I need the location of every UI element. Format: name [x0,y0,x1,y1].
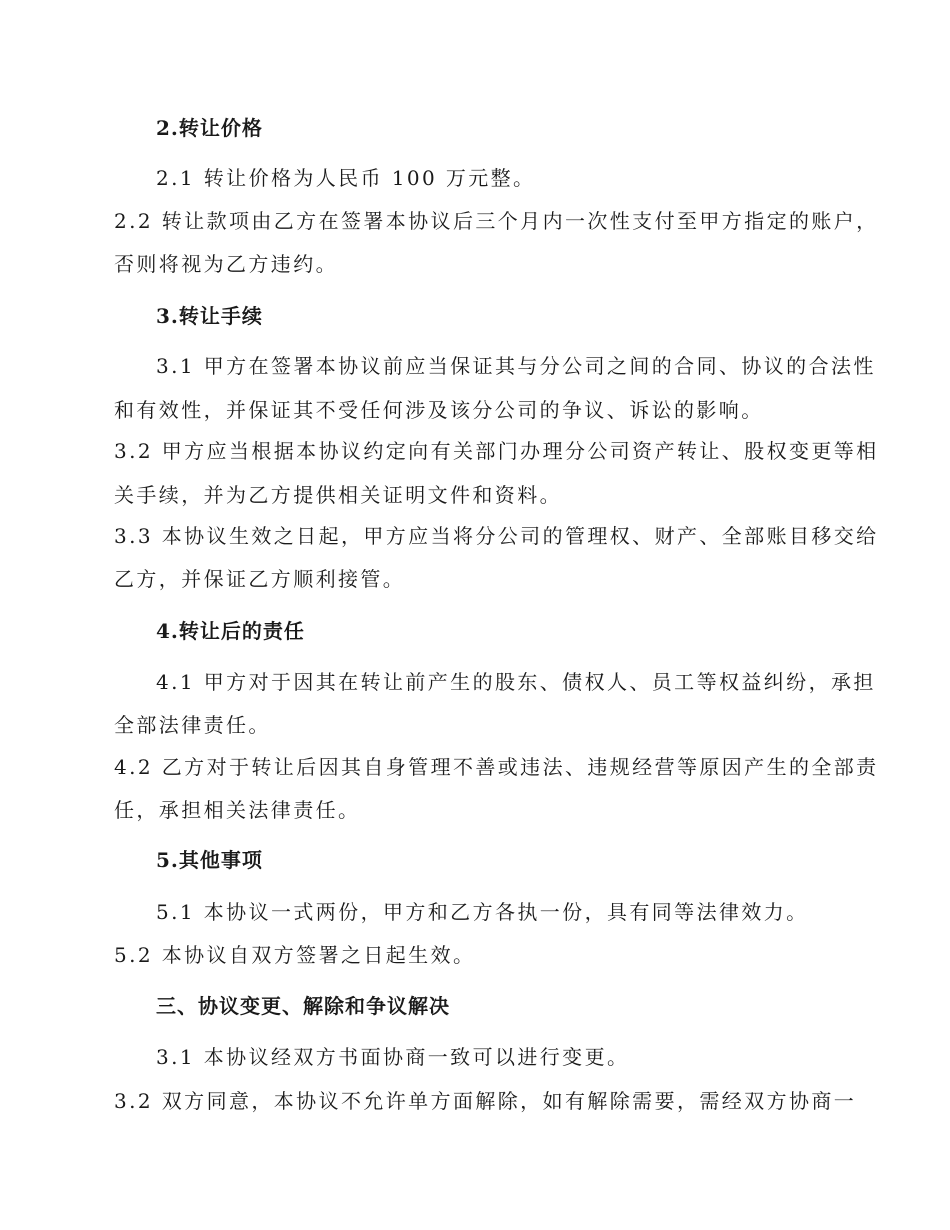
section-heading-transfer-procedures: 3.转让手续 [156,304,263,328]
clause-5-2: 5.2 本协议自双方签署之日起生效。 [114,943,476,967]
clause-2-2-line-2: 否则将视为乙方违约。 [114,252,338,276]
clause-3-1-line-1: 3.1 甲方在签署本协议前应当保证其与分公司之间的合同、协议的合法性 [156,354,876,378]
clause-2-2-line-1: 2.2 转让款项由乙方在签署本协议后三个月内一次性支付至甲方指定的账户， [114,209,879,233]
section-heading-transfer-price: 2.转让价格 [156,116,263,140]
clause-5-1: 5.1 本协议一式两份，甲方和乙方各执一份，具有同等法律效力。 [156,900,809,924]
clause-4-1-line-2: 全部法律责任。 [114,713,271,737]
clause-2-1: 2.1 转让价格为人民币 100 万元整。 [156,166,536,190]
section-heading-post-transfer-liability: 4.转让后的责任 [156,619,305,643]
clause-3-2-line-2: 关手续，并为乙方提供相关证明文件和资料。 [114,483,562,507]
clause-3-1-line-2: 和有效性，并保证其不受任何涉及该分公司的争议、诉讼的影响。 [114,398,764,422]
part3-clause-3-2-line-1: 3.2 双方同意，本协议不允许单方面解除，如有解除需要，需经双方协商一 [114,1089,857,1113]
section-heading-other-matters: 5.其他事项 [156,848,263,872]
clause-4-2-line-1: 4.2 乙方对于转让后因其自身管理不善或违法、违规经营等原因产生的全部责 [114,755,879,779]
part3-clause-3-1: 3.1 本协议经双方书面协商一致可以进行变更。 [156,1045,630,1069]
part-heading-amendment-termination: 三、协议变更、解除和争议解决 [156,994,450,1018]
clause-3-2-line-1: 3.2 甲方应当根据本协议约定向有关部门办理分公司资产转让、股权变更等相 [114,439,879,463]
clause-3-3-line-1: 3.3 本协议生效之日起，甲方应当将分公司的管理权、财产、全部账目移交给 [114,524,879,548]
clause-4-2-line-2: 任，承担相关法律责任。 [114,798,361,822]
clause-4-1-line-1: 4.1 甲方对于因其在转让前产生的股东、债权人、员工等权益纠纷，承担 [156,670,876,694]
clause-3-3-line-2: 乙方，并保证乙方顺利接管。 [114,567,406,591]
